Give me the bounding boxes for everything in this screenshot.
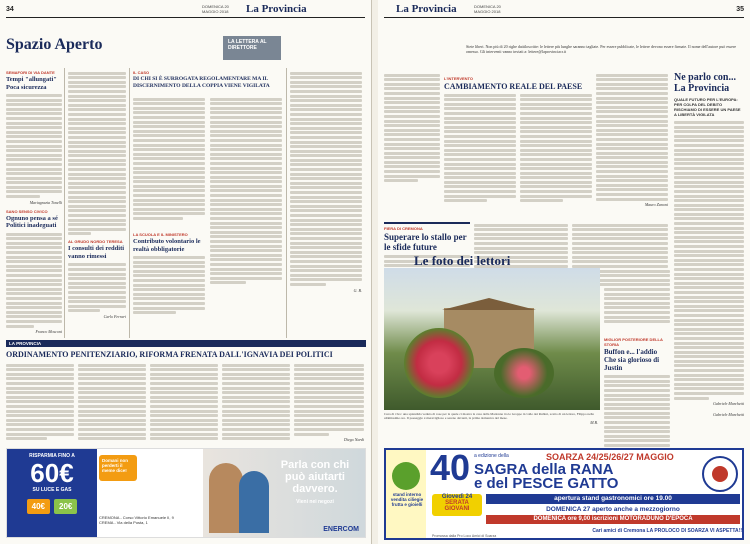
person-figure <box>209 463 243 533</box>
frog-illustration-area <box>386 450 426 540</box>
ad-address: CREMA - Via della Posta, 1 <box>99 520 148 525</box>
edition-label: a edizione della <box>474 453 509 459</box>
sidebar-title: La Provincia <box>674 83 730 94</box>
serata-label: SERATA GIOVANI <box>444 500 470 512</box>
person-figure <box>239 471 269 533</box>
article-title: Tempi "allungati" Poca sicurezza <box>6 76 57 91</box>
sagra-dates: SOARZA 24/25/26/27 MAGGIO <box>546 452 674 462</box>
ad-price: 60€ <box>30 458 74 488</box>
signature: Gabriele Marchetti <box>713 412 744 417</box>
ad-badge: 20€ <box>54 499 77 514</box>
apertura-banner: apertura stand gastronomici ore 19.00 <box>486 494 740 504</box>
ad-badge: 40€ <box>27 499 50 514</box>
photo-section-title: Le foto dei lettori <box>414 253 511 268</box>
ad-headline: davvero. <box>292 483 338 495</box>
giovedi-label: Giovedì 24 <box>441 494 473 500</box>
rose-bush <box>494 348 554 398</box>
article-title: Superare lo stallo per le sfide future <box>384 232 467 252</box>
signature: Franco Mosconi <box>35 329 62 335</box>
header-rule <box>6 17 365 18</box>
signature: Mauro Zanoni <box>644 202 668 208</box>
kicker: L'INTERVENTO <box>444 76 474 81</box>
reader-photo[interactable] <box>384 268 600 410</box>
column-1 <box>6 70 62 334</box>
ad-savings-panel <box>7 449 97 538</box>
sidebar-title: Ne parlo con... <box>674 72 736 83</box>
column-4 <box>210 96 282 286</box>
signature: Carlo Ferrari <box>103 313 126 319</box>
edition-number: 40 <box>430 448 471 488</box>
intro-note: Siete liberi. Non più di 20 righe dattiloscritte: le lettere più lunghe saranno tagliate. Per essere pubblicate, le lettere devono essere firmate. Il nome dell'autore può essere omesso. Gli interventi vanno inviati a: lettere@laprovinciacr.it <box>466 44 736 54</box>
kicker: FIERA DI CREMONA <box>384 226 423 231</box>
stand-text: stand interno vendita ciliegie frutta e gioielli <box>390 492 424 507</box>
kicker: MIGLIOR POSTERIORE DELLA STORIA <box>604 337 663 348</box>
article-title: I consulti dei redditi vanno rimessi <box>68 245 125 260</box>
masthead-right: La Provincia <box>396 3 457 15</box>
ad-top-line: RISPARMIA FINO A <box>29 453 75 459</box>
sagra-promo: Promossa dalla Pro Loco Amici di Soarza <box>432 534 497 538</box>
article-title: CAMBIAMENTO REALE DEL PAESE <box>444 82 583 91</box>
domenica-line: DOMENICA 27 aperto anche a mezzogiorno <box>546 506 680 513</box>
sagra-title: SAGRA della RANA <box>474 461 614 478</box>
sagra-title: e del PESCE GATTO <box>474 475 619 492</box>
kicker: SEMAFORI DI VIA DANTE <box>6 70 55 75</box>
ad-headline: Parla con chi <box>280 459 350 471</box>
sidebar-teaser: QUALE FUTURO PER L'EUROPA: PER COLPA DEL DEBITO RISCHIAMO DI ESSERE UN PAESE A LIBERTÀ VIGILATA <box>674 97 741 117</box>
pro-loco-logo-icon <box>702 456 738 492</box>
bottom-article-title: ORDINAMENTO PENITENZIARIO, RIFORMA FRENATA DALL'IGNAVIA DEI POLITICI <box>6 350 333 359</box>
masthead-left: La Provincia <box>246 3 307 15</box>
frog-icon <box>392 462 420 490</box>
roof <box>442 298 536 310</box>
bottom-band: LA PROVINCIA <box>6 340 366 347</box>
kicker: SANO SENSO CIVICO <box>6 208 48 214</box>
page-number-right: 35 <box>736 6 744 13</box>
kicker: AL GRUDO NORDO TERESA <box>68 239 123 245</box>
ad-brand-logo: ENERCOM <box>323 526 359 533</box>
advertisement-sagra[interactable] <box>384 448 744 540</box>
motoraduno-line: DOMENICA ore 9,00 iscrizioni MOTORADUNO D'EPOCA <box>486 515 740 524</box>
giovedi-badge <box>432 494 482 516</box>
article-title: DI CHI SI È SURROGATA REGOLAMENTARE MA IL DISCERNIMENTO DELLA COPPIA VIENE VIGILATA <box>133 76 270 89</box>
column-2 <box>68 70 126 319</box>
article-title: Ognuno pensa a sé Politici inadeguati <box>6 214 58 230</box>
rose-bush <box>404 328 474 398</box>
kicker: IL CASO <box>133 70 150 75</box>
right-page <box>378 0 750 544</box>
article-intervento <box>444 76 594 91</box>
letter-box-label: LA LETTERA AL DIRETTORE <box>223 36 281 60</box>
article-title: Buffon e... l'addio Che sia glorioso di Justin <box>604 348 660 373</box>
section-title: Spazio Aperto <box>6 36 103 53</box>
dateline-left: DOMENICA 20 MAGGIO 2018 <box>202 4 229 14</box>
signature: Diego Nardi <box>344 437 364 443</box>
sidebar <box>674 72 744 406</box>
dateline-right: DOMENICA 20 MAGGIO 2018 <box>474 4 501 14</box>
ad-address: CREMONA - Corso Vittorio Emanuele II, 9 <box>99 515 174 520</box>
article-title: Contributo volontario le realtà obbligatorie <box>133 238 201 253</box>
ad-subline: Vieni nei negozi <box>296 499 334 505</box>
page-number-left: 34 <box>6 6 14 13</box>
advertisement-energy[interactable] <box>6 448 366 538</box>
column-5 <box>290 70 362 293</box>
signature: G. B. <box>353 287 362 293</box>
ad-photo <box>203 449 366 538</box>
left-page <box>0 0 372 544</box>
ad-sub: SU LUCE E GAS <box>32 487 72 493</box>
kicker: LA SCUOLA E IL MINISTERO <box>133 232 188 238</box>
sagra-footer: Cari amici di Cremona LA PROLOCO DI SOARZA VI ASPETTA!! <box>592 528 742 534</box>
photo-signature: M.B. <box>590 420 598 425</box>
column-3 <box>133 96 205 316</box>
signature: Gabriele Marchetti <box>713 401 744 407</box>
article-surrogata <box>133 70 283 89</box>
signature: Mariagrazia Tonelli <box>29 199 62 205</box>
ad-headline: può aiutarti <box>285 471 345 483</box>
photo-caption: Cura di vivo: una splendida veduta di rose per la quale ci mostra la casa della Madonna tra le Groppe in valle dei Rubini, scatto di un lettore, Filippo nelle ultimissime ore. Il paesaggio è meraviglioso e sereno davanti, la prima domenica del mese. <box>384 412 594 421</box>
ad-tagline: Domani non perderti il meme dice! <box>99 455 137 481</box>
